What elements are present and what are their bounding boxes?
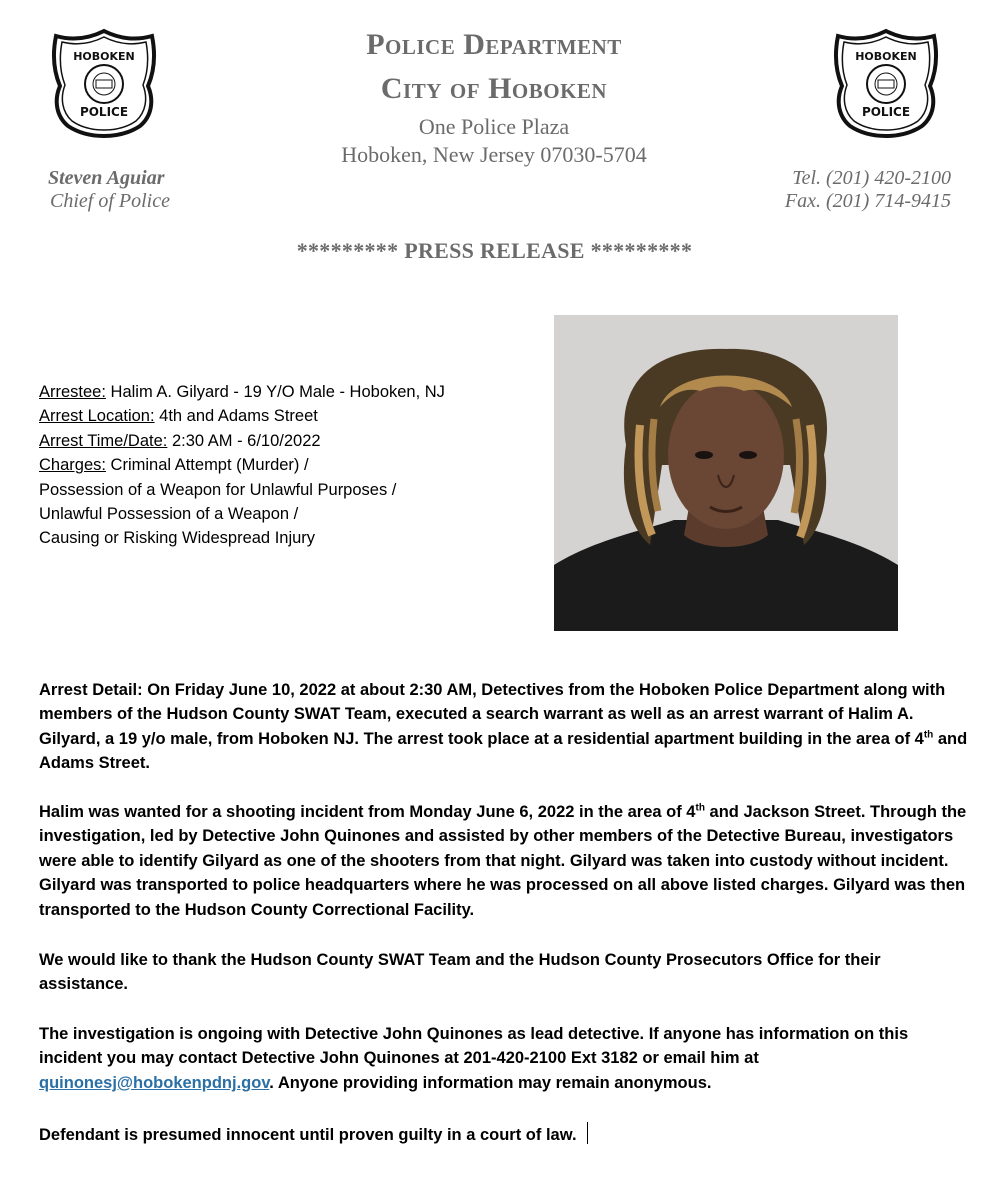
charge-line: Causing or Risking Widespread Injury	[39, 529, 316, 548]
police-badge-logo-right	[832, 28, 940, 138]
arrestee-photo	[554, 315, 898, 631]
investigation-paragraph: Halim was wanted for a shooting incident from Monday June 6, 2022 in the area of 4th and Jackson Street. Through the investigation, led by Detective John Quinones and assisted by other members of the Detective Bureau, investigators were able to identify Gilyard as one of the shooters from that night. Gilyard was taken into custody without incident. Gilyard was transported to police headquarters where he was processed on all above listed charges. Gilyard was then transported to the Hudson County Correctional Facility.	[39, 802, 967, 919]
thanks-paragraph: We would like to thank the Hudson County SWAT Team and the Hudson County Prosecutors Office for their assistance.	[39, 951, 881, 994]
svg-text:POLICE: POLICE	[861, 105, 911, 119]
police-badge-logo-left	[50, 28, 158, 138]
chief-name: Steven Aguiar	[48, 167, 165, 189]
arrestee-row: Arrestee: Halim A. Gilyard - 19 Y/O Male - Hoboken, NJ	[39, 383, 445, 401]
city-title: City of Hoboken	[380, 72, 608, 105]
fax: Fax. (201) 714-9415	[784, 190, 951, 212]
location-row: Arrest Location: 4th and Adams Street	[39, 407, 318, 426]
press-release-heading: ********* PRESS RELEASE *********	[296, 238, 693, 263]
time-row: Arrest Time/Date: 2:30 AM - 6/10/2022	[39, 431, 321, 450]
contact-paragraph: The investigation is ongoing with Detective John Quinones as lead detective. If anyone has information on this incident you may contact Detective John Quinones at 201-420-2100 Ext 3182 or email him at quinonesj@hobokenpdnj.gov. Anyone providing information may remain anonymous.	[39, 1025, 909, 1092]
svg-text:HOBOKEN: HOBOKEN	[855, 50, 917, 63]
email-link[interactable]: quinonesj@hobokenpdnj.gov	[39, 1073, 270, 1092]
charge-line: Possession of a Weapon for Unlawful Purposes /	[39, 480, 397, 499]
chief-title: Chief of Police	[50, 190, 170, 212]
address-line-2: Hoboken, New Jersey 07030-5704	[341, 142, 647, 167]
telephone: Tel. (201) 420-2100	[792, 167, 951, 189]
svg-text:HOBOKEN: HOBOKEN	[73, 50, 135, 63]
charges-row: Charges: Criminal Attempt (Murder) /	[39, 456, 309, 475]
text-cursor	[587, 1122, 588, 1144]
presumption-paragraph: Defendant is presumed innocent until proven guilty in a court of law.	[39, 1122, 969, 1147]
svg-text:POLICE: POLICE	[79, 105, 129, 119]
arrest-detail-paragraph: Arrest Detail: On Friday June 10, 2022 at about 2:30 AM, Detectives from the Hoboken Police Department along with members of the Hudson County SWAT Team, executed a search warrant as well as an arrest warrant of Halim A. Gilyard, a 19 y/o male, from Hoboken NJ. The arrest took place at a residential apartment building in the area of 4th and Adams Street.	[39, 681, 968, 773]
charge-line: Unlawful Possession of a Weapon /	[39, 505, 299, 524]
address-line-1: One Police Plaza	[418, 114, 570, 139]
arrest-facts	[39, 380, 445, 551]
department-title: Police Department	[366, 28, 622, 61]
